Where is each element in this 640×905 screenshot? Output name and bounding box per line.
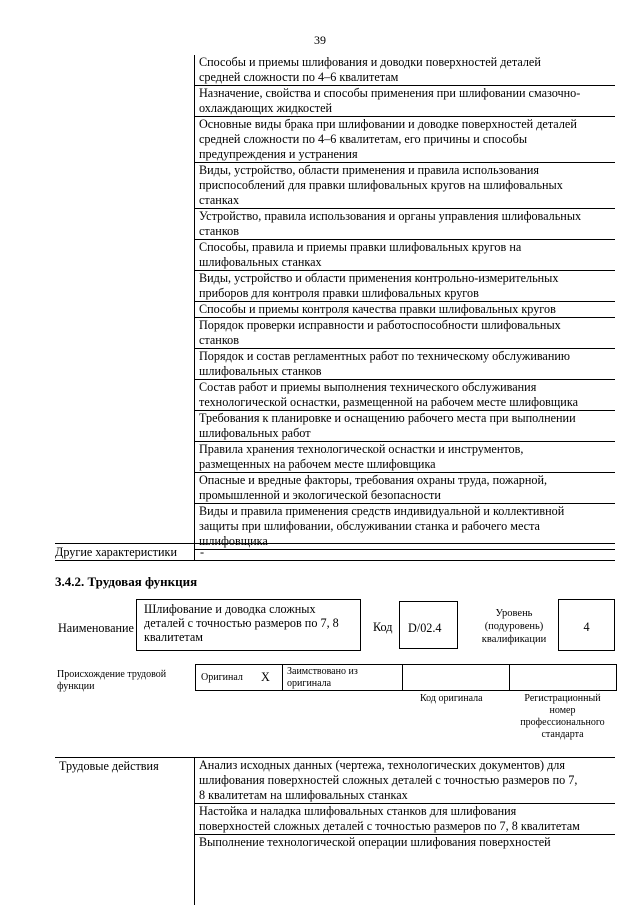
table-row	[195, 318, 615, 349]
code-label: Код	[373, 620, 393, 634]
qualification-level-label: Уровень (подуровень) квалификации	[481, 608, 547, 645]
origin-label: Происхождение трудовой функции	[57, 669, 167, 692]
table-row	[195, 804, 615, 835]
table-row	[195, 86, 615, 117]
row-text-line: предупреждения и устранения	[199, 147, 358, 161]
row-text-line: Настойка и наладка шлифовальных станков для шлифования	[199, 804, 517, 818]
row-text-line: Порядок и состав регламентных работ по техническому обслуживанию	[199, 349, 570, 363]
borrowed-label: Заимствовано из оригинала	[287, 666, 358, 689]
section-title: 3.4.2. Трудовая функция	[55, 574, 198, 589]
row-text-line: Опасные и вредные факторы, требования охраны труда, пожарной,	[199, 473, 548, 487]
row-text-line: приспособлений для правки шлифовальных кругов на шлифовальных	[199, 178, 563, 192]
origin-divider	[509, 664, 510, 691]
row-text-line: Правила хранения технологической оснастки и инструментов,	[199, 442, 524, 456]
row-text-line: Требования к планировке и оснащению рабочего места при выполнении	[199, 411, 576, 425]
table-row	[195, 411, 615, 442]
table-row	[195, 209, 615, 240]
name-label: Наименование	[58, 621, 134, 635]
table-row	[195, 835, 615, 850]
table-row	[195, 302, 615, 318]
row-text-line: Порядок проверки исправности и работоспособности шлифовальных	[199, 318, 561, 332]
row-text-line: технологической оснастки, размещенной на рабочем месте шлифовщика	[199, 395, 578, 409]
row-text-line: защиты при шлифовании, обслуживании станка и рабочего места	[199, 519, 540, 533]
function-name-box	[136, 599, 361, 651]
row-text-line: Способы и приемы контроля качества правки шлифовальных кругов	[199, 302, 556, 316]
original-mark: Х	[261, 670, 270, 684]
row-text-line: шлифования поверхностей сложных деталей с точностью размеров по 7,	[199, 773, 578, 787]
row-text-line: поверхностей сложных деталей с точностью размеров по 7, 8 квалитетам	[199, 819, 580, 833]
row-text-line: Виды и правила применения средств индивидуальной и коллективной	[199, 504, 565, 518]
table-row	[195, 240, 615, 271]
origin-divider	[282, 664, 283, 691]
table-row	[195, 117, 615, 163]
other-characteristics-label: Другие характеристики	[55, 545, 177, 559]
table-row	[195, 380, 615, 411]
origin-divider	[402, 664, 403, 691]
row-text-line: размещенных на рабочем месте шлифовщика	[199, 457, 436, 471]
row-text-line: шлифовальных работ	[199, 426, 311, 440]
function-name-line: квалитетам	[144, 630, 203, 644]
registration-number-label: Регистрационный номер профессионального стандарта	[520, 693, 605, 740]
original-label: Оригинал	[201, 672, 243, 683]
code-box	[399, 601, 458, 649]
row-text-line: Виды, устройство и области применения контрольно-измерительных	[199, 271, 559, 285]
row-text-line: шлифовальных станков	[199, 364, 322, 378]
row-text-line: Выполнение технологической операции шлифования поверхностей	[199, 835, 551, 849]
function-name-line: Шлифование и доводка сложных	[144, 602, 316, 616]
row-text-line: шлифовальных станках	[199, 255, 322, 269]
row-text-line: Устройство, правила использования и органы управления шлифовальных	[199, 209, 582, 223]
row-text-line: Состав работ и приемы выполнения технического обслуживания	[199, 380, 537, 394]
row-text-line: станках	[199, 193, 240, 207]
labor-actions-table	[55, 757, 615, 905]
knowledge-rows	[195, 55, 615, 550]
row-text-line: 8 квалитетам на шлифовальных станках	[199, 788, 408, 802]
row-text-line: средней сложности по 4–6 квалитетам	[199, 70, 399, 84]
origin-row-box	[195, 664, 617, 691]
table-row	[195, 758, 615, 804]
row-text-line: Назначение, свойства и способы применения при шлифовании смазочно-	[199, 86, 581, 100]
row-text-line: Способы и приемы шлифования и доводки поверхностей деталей	[199, 55, 541, 69]
row-text-line: шлифовщика	[199, 534, 268, 548]
other-characteristics-row	[55, 543, 615, 561]
level-box	[558, 599, 615, 651]
labor-actions-rows	[195, 758, 615, 850]
page-number: 39	[314, 33, 326, 47]
table-row	[195, 271, 615, 302]
row-text-line: Анализ исходных данных (чертежа, технологических документов) для	[199, 758, 565, 772]
table-row	[195, 163, 615, 209]
row-text-line: приборов для контроля правки шлифовальных кругов	[199, 286, 479, 300]
row-text-line: средней сложности по 4–6 квалитетам, его причины и способы	[199, 132, 528, 146]
row-text-line: станков	[199, 224, 239, 238]
level-value: 4	[583, 620, 590, 634]
function-name-line: деталей с точностью размеров по 7, 8	[144, 616, 339, 630]
row-text-line: Способы, правила и приемы правки шлифовальных кругов на	[199, 240, 522, 254]
labor-actions-label: Трудовые действия	[59, 759, 159, 773]
table-row	[195, 55, 615, 86]
other-characteristics-value: -	[200, 545, 205, 559]
original-code-label: Код оригинала	[420, 693, 483, 704]
row-text-line: Основные виды брака при шлифовании и доводке поверхностей деталей	[199, 117, 577, 131]
row-text-line: промышленной и экологической безопасности	[199, 488, 441, 502]
table-row	[195, 349, 615, 380]
row-text-line: станков	[199, 333, 239, 347]
code-value: D/02.4	[408, 621, 442, 635]
knowledge-table	[55, 55, 615, 561]
row-text-line: охлаждающих жидкостей	[199, 101, 333, 115]
table-row	[195, 442, 615, 473]
table-row	[195, 473, 615, 504]
row-text-line: Виды, устройство, области применения и правила использования	[199, 163, 540, 177]
